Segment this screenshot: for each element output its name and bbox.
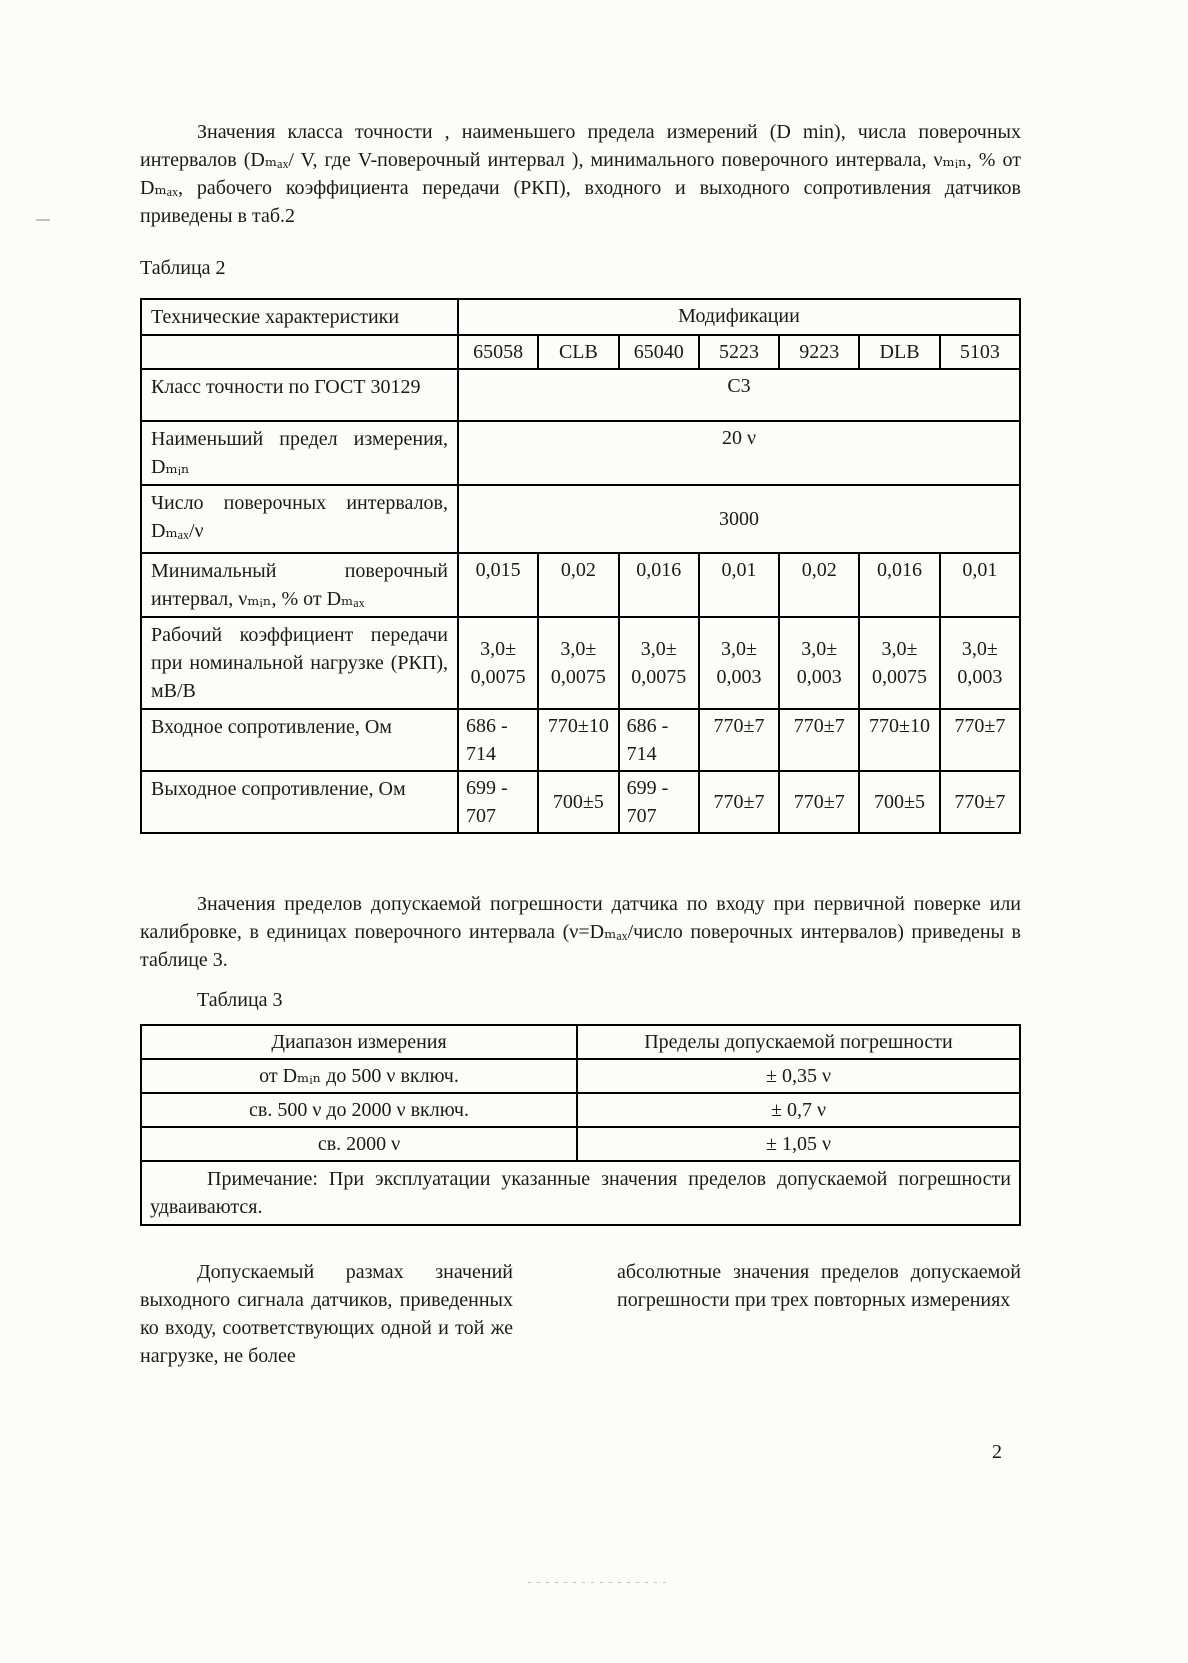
t2-value-cell: 0,015 — [458, 553, 538, 617]
t2-value-cell: 0,02 — [538, 553, 618, 617]
t2-span-value-cell: 20 ν — [458, 421, 1020, 485]
t3-range-cell: св. 2000 ν — [141, 1127, 577, 1161]
t2-model-cell: 9223 — [779, 335, 859, 369]
t3-range-cell: св. 500 ν до 2000 ν включ. — [141, 1093, 577, 1127]
t2-value-cell: 700±5 — [859, 771, 939, 833]
t2-label-cell: Класс точности по ГОСТ 30129 — [141, 369, 458, 421]
t2-value-cell: 699 - 707 — [458, 771, 538, 833]
t2-value-cell: 770±7 — [779, 771, 859, 833]
t3-error-cell: ± 0,7 ν — [577, 1093, 1020, 1127]
t2-model-cell: CLB — [538, 335, 618, 369]
t2-label-cell: Выходное сопротивление, Ом — [141, 771, 458, 833]
scan-artifact-dash — [36, 219, 50, 221]
t2-empty-cell — [141, 335, 458, 369]
t2-value-cell: 770±7 — [699, 771, 779, 833]
t2-row-output-resistance — [141, 771, 1020, 833]
t2-value-cell: 770±7 — [940, 709, 1020, 771]
bottom-right-paragraph: абсолютные значения пределов допускаемой погрешности при трех повторных измерениях — [617, 1261, 1021, 1311]
t2-label-cell: Наименьший предел измерения, Dₘᵢₙ — [141, 421, 458, 485]
t2-row-transfer-coefficient — [141, 617, 1020, 709]
t2-value-cell: 686 - 714 — [458, 709, 538, 771]
t2-value-cell: 700±5 — [538, 771, 618, 833]
t2-value-cell: 3,0± 0,0075 — [619, 617, 699, 709]
t2-value-cell: 686 - 714 — [619, 709, 699, 771]
t2-value-cell: 770±7 — [699, 709, 779, 771]
t3-row — [141, 1093, 1020, 1127]
t3-note-row — [141, 1161, 1020, 1225]
t2-label-cell: Входное сопротивление, Ом — [141, 709, 458, 771]
t2-value-cell: 0,02 — [779, 553, 859, 617]
t2-value-cell: 3,0± 0,003 — [779, 617, 859, 709]
t2-value-cell: 0,016 — [619, 553, 699, 617]
t2-value-cell: 3,0± 0,0075 — [859, 617, 939, 709]
table3-caption: Таблица 3 — [197, 989, 283, 1011]
t2-group-header-row — [141, 299, 1020, 335]
t3-range-cell: от Dₘᵢₙ до 500 ν включ. — [141, 1059, 577, 1093]
t2-row-interval-count — [141, 485, 1020, 553]
t2-value-cell: 770±7 — [940, 771, 1020, 833]
bottom-left-paragraph: Допускаемый размах значений выходного сигнала датчиков, приведенных ко входу, соответствующих одной и той же нагрузке, не более — [140, 1261, 513, 1367]
t2-value-cell: 0,01 — [699, 553, 779, 617]
t3-error-cell: ± 0,35 ν — [577, 1059, 1020, 1093]
t2-models-row — [141, 335, 1020, 369]
page-content — [140, 118, 1021, 1370]
t3-header-cell: Диапазон измерения — [141, 1025, 577, 1059]
t2-value-cell: 699 - 707 — [619, 771, 699, 833]
t3-header-cell: Пределы допускаемой погрешности — [577, 1025, 1020, 1059]
intro-paragraph: Значения класса точности , наименьшего предела измерений (D min), числа поверочных интервалов (Dₘₐₓ/ V, где V-поверочный интервал ), минимального поверочного интервала, νₘᵢₙ, % от Dₘₐₓ, рабочего коэффициента передачи (РКП), входного и выходного сопротивления датчиков приведены в таб.2 — [140, 121, 1021, 227]
t3-error-cell: ± 1,05 ν — [577, 1127, 1020, 1161]
table2 — [140, 298, 1021, 834]
t2-span-value-cell: С3 — [458, 369, 1020, 421]
t2-label-cell: Число поверочных интервалов, Dₘₐₓ/ν — [141, 485, 458, 553]
t2-value-cell: 3,0± 0,0075 — [458, 617, 538, 709]
t2-model-cell: 65058 — [458, 335, 538, 369]
t2-model-cell: 5223 — [699, 335, 779, 369]
t2-value-cell: 0,01 — [940, 553, 1020, 617]
t3-header-row — [141, 1025, 1020, 1059]
t2-modifications-header-cell: Модификации — [458, 299, 1020, 335]
t2-span-value-cell: 3000 — [458, 485, 1020, 553]
t3-note-cell: Примечание: При эксплуатации указанные значения пределов допускаемой погрешности удваиваются. — [141, 1161, 1020, 1225]
t2-row-min-interval — [141, 553, 1020, 617]
t2-value-cell: 0,016 — [859, 553, 939, 617]
t2-label-cell: Минимальный поверочный интервал, νₘᵢₙ, % от Dₘₐₓ — [141, 553, 458, 617]
t3-row — [141, 1127, 1020, 1161]
t2-characteristics-header-cell: Технические характеристики — [141, 299, 458, 335]
table3 — [140, 1024, 1021, 1226]
t2-model-cell: 5103 — [940, 335, 1020, 369]
t2-value-cell: 3,0± 0,003 — [940, 617, 1020, 709]
t2-row-accuracy-class — [141, 369, 1020, 421]
t2-model-cell: DLB — [859, 335, 939, 369]
t2-model-cell: 65040 — [619, 335, 699, 369]
t2-value-cell: 770±10 — [859, 709, 939, 771]
t2-row-min-limit — [141, 421, 1020, 485]
t2-value-cell: 3,0± 0,0075 — [538, 617, 618, 709]
t2-row-input-resistance — [141, 709, 1020, 771]
t2-value-cell: 770±10 — [538, 709, 618, 771]
para2: Значения пределов допускаемой погрешности датчика по входу при первичной поверке или калибровке, в единицах поверочного интервала (ν=Dₘₐₓ/число поверочных интервалов) приведены в таблице 3. — [140, 893, 1021, 971]
bottom-columns — [140, 1258, 1021, 1370]
scan-artifact-dots — [528, 1582, 668, 1583]
table2-caption: Таблица 2 — [140, 257, 226, 279]
page-number: 2 — [992, 1441, 1002, 1463]
t2-value-cell: 770±7 — [779, 709, 859, 771]
t2-value-cell: 3,0± 0,003 — [699, 617, 779, 709]
t3-row — [141, 1059, 1020, 1093]
t2-label-cell: Рабочий коэффициент передачи при номинальной нагрузке (РКП), мВ/В — [141, 617, 458, 709]
